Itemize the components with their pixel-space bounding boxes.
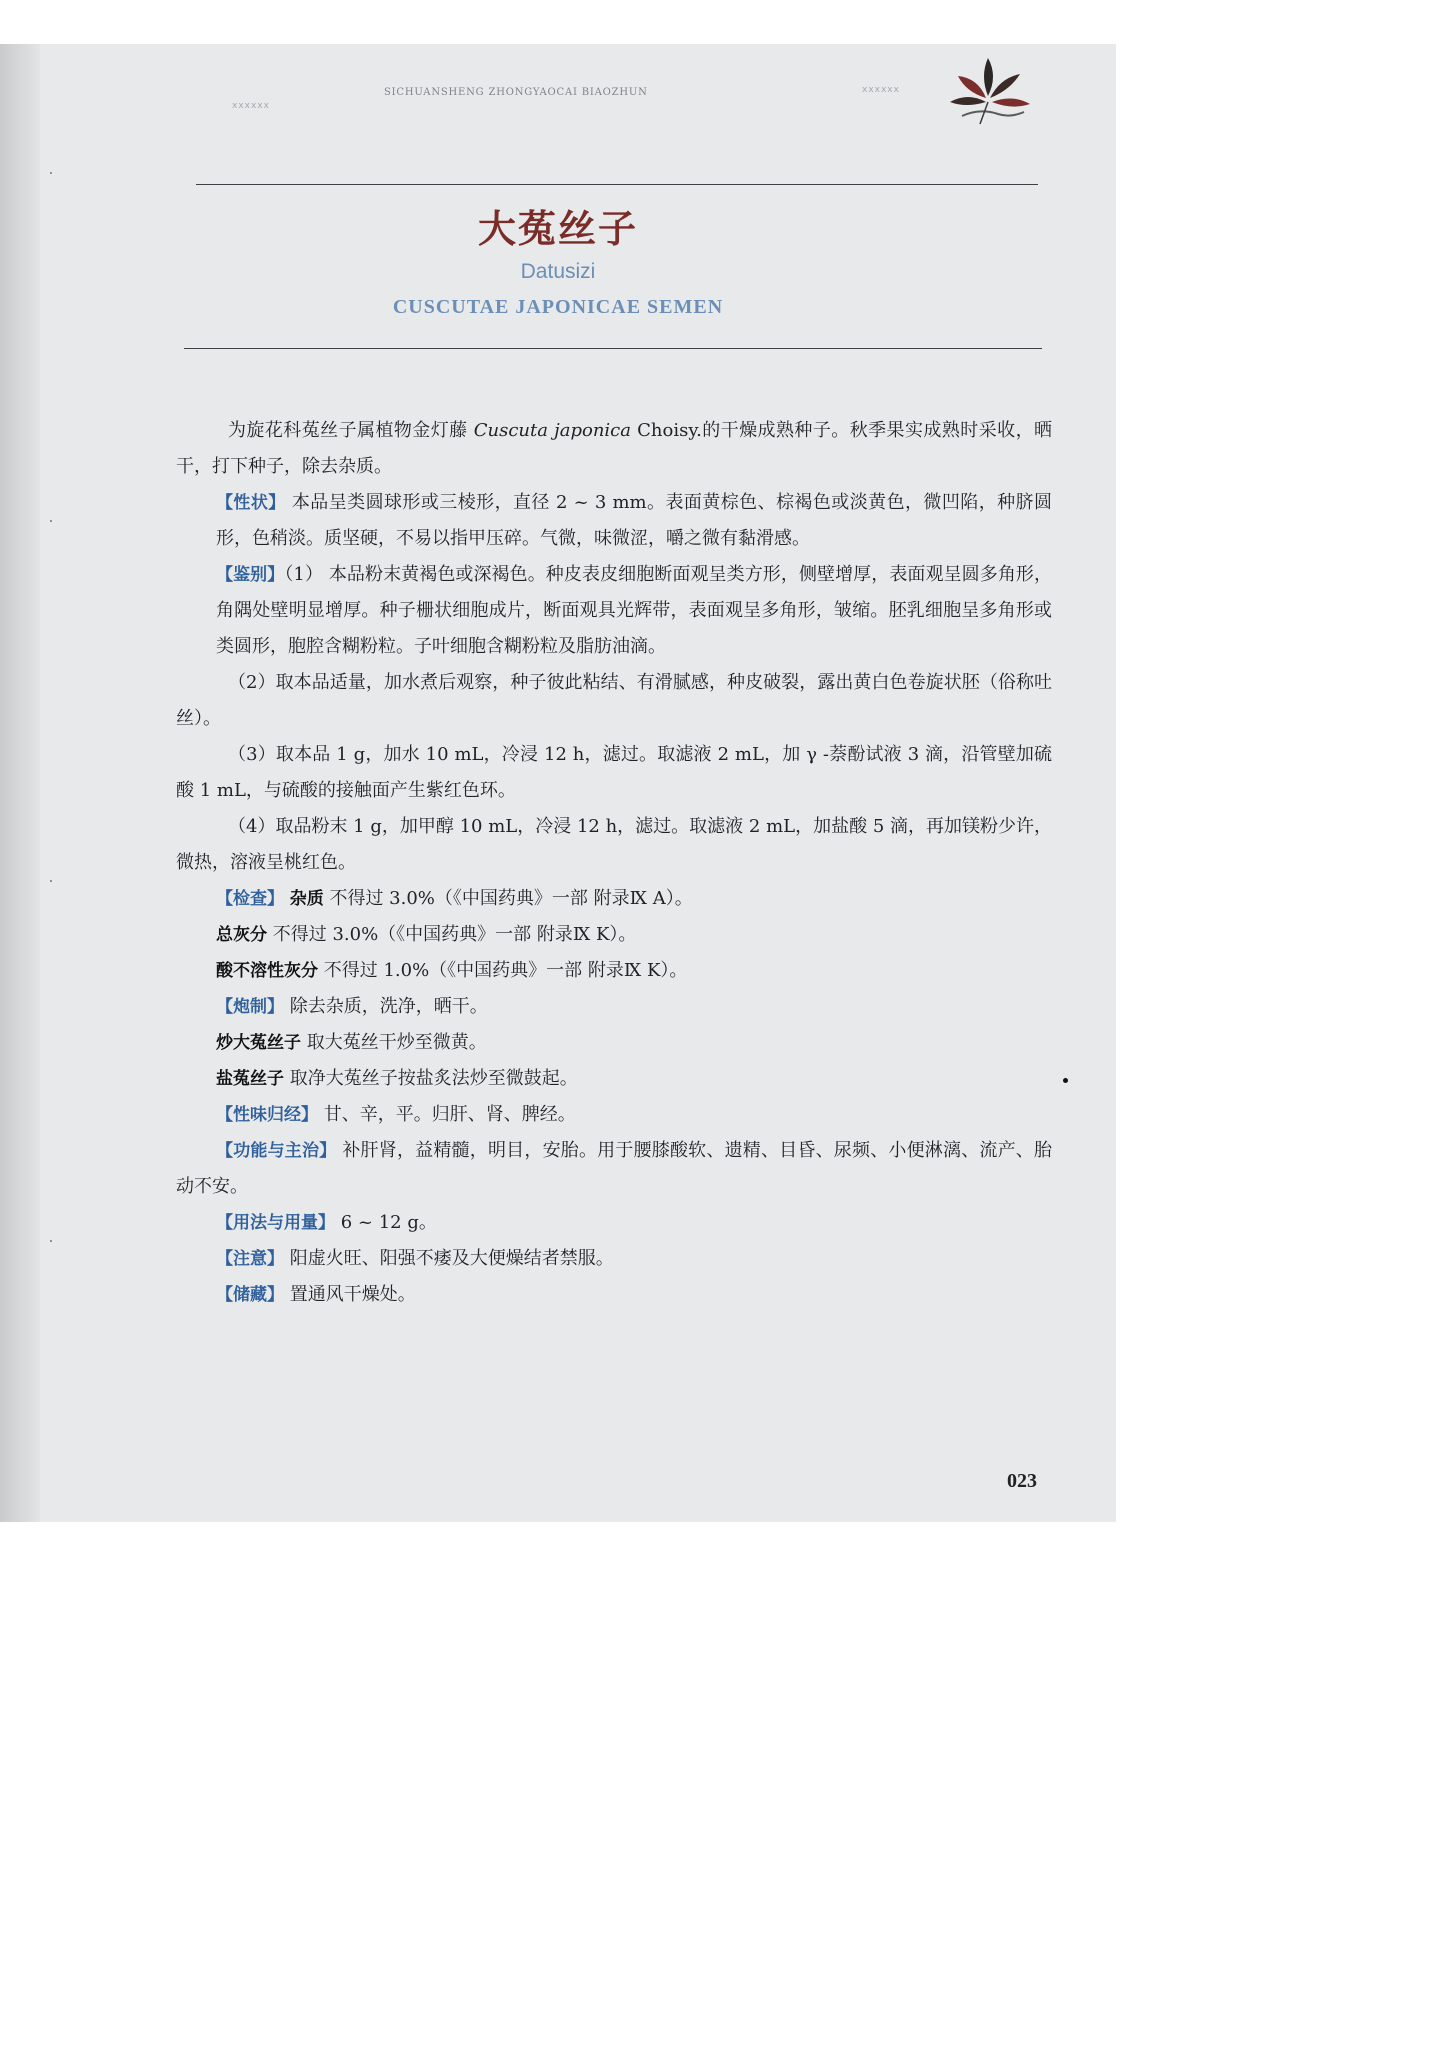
intro-text-tail: Choisy.的干燥成熟种子。秋季果实成熟时采收，晒干，打下种子，除去杂质。 (176, 420, 1052, 477)
section-chucang (176, 1277, 1052, 1313)
item-label-zazhi: 杂质 (289, 889, 324, 909)
title-latin: CUSCUTAE JAPONICAE SEMEN (392, 296, 724, 318)
section-label-jiancha: 【检查】 (216, 889, 284, 909)
section-label-xingzhuang: 【性状】 (216, 493, 286, 513)
title-pinyin: Datusizi (520, 260, 596, 283)
item-text-zonghuifen: 不得过 3.0%（《中国药典》一部 附录Ⅸ K）。 (267, 924, 637, 945)
page-number: 023 (1007, 1470, 1037, 1492)
header-ornament-right: xxxxxx (862, 85, 900, 95)
section-jianbie (176, 557, 1052, 665)
item-chao (176, 1025, 1052, 1061)
section-jiancha (176, 881, 1052, 917)
jianbie-paragraph-2: （2）取本品适量，加水煮后观察，种子彼此粘结、有滑腻感，种皮破裂，露出黄白色卷旋状胚（俗称吐丝）。 (176, 672, 1052, 729)
item-text-yan: 取净大菟丝子按盐炙法炒至微鼓起。 (284, 1068, 578, 1089)
item-yan (176, 1061, 1052, 1097)
section-text-zhuyi: 阳虚火旺、阳强不痿及大便燥结者禁服。 (284, 1248, 614, 1269)
section-text-yongfa: 6 ~ 12 g。 (335, 1212, 437, 1233)
section-xingzhuang (176, 485, 1052, 557)
running-header: SICHUANSHENG ZHONGYAOCAI BIAOZHUN (384, 87, 648, 98)
item-text-zazhi: 不得过 3.0%（《中国药典》一部 附录Ⅸ A）。 (323, 888, 693, 909)
item-text-chao: 取大菟丝干炒至微黄。 (301, 1032, 487, 1053)
section-xingwei (176, 1097, 1052, 1133)
section-label-xingwei: 【性味归经】 (216, 1105, 318, 1125)
section-label-chucang: 【储藏】 (216, 1285, 284, 1305)
species-name: Cuscuta japonica (473, 420, 631, 441)
section-label-paozhi: 【炮制】 (216, 997, 284, 1017)
binding-stitch (50, 172, 52, 174)
binding-stitch (50, 520, 52, 522)
item-label-suanbu: 酸不溶性灰分 (216, 961, 318, 981)
section-text-gongneng: 补肝肾，益精髓，明目，安胎。用于腰膝酸软、遗精、目昏、尿频、小便淋漓、流产、胎动不安。 (176, 1140, 1053, 1197)
jianbie-paragraph-4: （4）取品粉末 1 g，加甲醇 10 mL，冷浸 12 h，滤过。取滤液 2 mL，加盐酸 5 滴，再加镁粉少许，微热，溶液呈桃红色。 (176, 816, 1052, 873)
section-zhuyi (176, 1241, 1052, 1277)
item-suanbu (176, 953, 1052, 989)
section-text-xingzhuang: 本品呈类圆球形或三棱形，直径 2 ~ 3 mm。表面黄棕色、棕褐色或淡黄色，微凹陷，种脐圆形，色稍淡。质坚硬，不易以指甲压碎。气微，味微涩，嚼之微有黏滑感。 (216, 492, 1052, 549)
section-label-zhuyi: 【注意】 (216, 1249, 284, 1269)
intro-paragraph (176, 413, 1052, 485)
ink-speck (1063, 1078, 1068, 1083)
title-bottom-rule (184, 348, 1042, 349)
top-rule (196, 184, 1038, 185)
section-label-yongfa: 【用法与用量】 (216, 1213, 335, 1233)
jianbie-paragraph-3: （3）取本品 1 g，加水 10 mL，冷浸 12 h，滤过。取滤液 2 mL，加 γ -萘酚试液 3 滴，沿管壁加硫酸 1 mL，与硫酸的接触面产生紫红色环。 (176, 744, 1052, 801)
section-text-xingwei: 甘、辛，平。归肝、肾、脾经。 (318, 1104, 576, 1125)
item-zonghuifen (176, 917, 1052, 953)
section-yongfa (176, 1205, 1052, 1241)
section-text-paozhi: 除去杂质，洗净，晒干。 (284, 996, 488, 1017)
section-text-chucang: 置通风干燥处。 (284, 1284, 416, 1305)
intro-text: 为旋花科菟丝子属植物金灯藤 (228, 420, 474, 441)
section-label-jianbie: 【鉴别】 (216, 565, 285, 585)
section-label-gongneng: 【功能与主治】 (216, 1141, 337, 1161)
section-paozhi (176, 989, 1052, 1025)
header-ornament-left: xxxxxx (232, 101, 270, 111)
item-label-chao: 炒大菟丝子 (216, 1033, 301, 1053)
binding-stitch (50, 1240, 52, 1242)
page-title: 大菟丝子 (477, 206, 638, 251)
item-label-zonghuifen: 总灰分 (216, 925, 267, 945)
section-gongneng (176, 1133, 1052, 1205)
item-label-yan: 盐菟丝子 (216, 1069, 284, 1089)
item-text-suanbu: 不得过 1.0%（《中国药典》一部 附录Ⅸ K）。 (318, 960, 688, 981)
leaf-plant-icon (940, 50, 1036, 130)
jianbie-item-1: （1） 本品粉末黄褐色或深褐色。种皮表皮细胞断面观呈类方形，侧壁增厚，表面观呈圆多角形，角隅处壁明显增厚。种子栅状细胞成片，断面观具光辉带，表面观呈多角形，皱缩。胚乳细胞呈多角形或类圆形，胞腔含糊粉粒。子叶细胞含糊粉粒及脂肪油滴。 (216, 564, 1052, 657)
monograph-body (176, 413, 1052, 1313)
binding-stitch (50, 880, 52, 882)
